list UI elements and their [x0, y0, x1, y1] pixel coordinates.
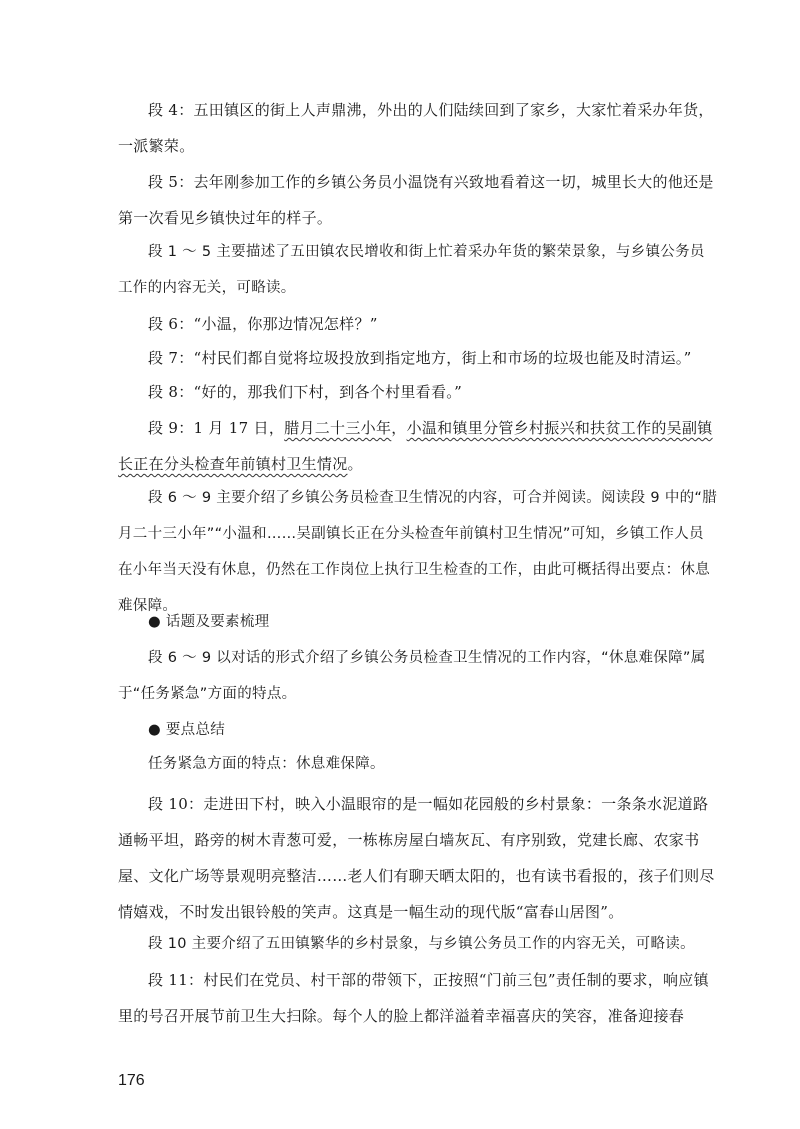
paragraph-6: 段 6：“小温，你那边情况怎样？”	[148, 315, 378, 333]
topic-elements-paragraph: 段 6 ～ 9 以对话的形式介绍了乡镇公务员检查卫生情况的工作内容，“休息难保障”属于“任务紧急”方面的特点。	[118, 650, 706, 702]
underlined-xiaonian: 腊月二十三小年	[284, 419, 392, 437]
paragraph-9-end: 。	[347, 455, 363, 473]
paragraph-10: 段 10：走进田下村，映入小温眼帘的是一幅如花园般的乡村景象：一条条水泥道路通畅平坦，路旁的树木青葱可爱，一栋栋房屋白墙灰瓦、有序别致，党建长廊、农家书屋、文化广场等景观明亮整洁……老人们有聊天晒太阳的，也有读书看报的，孩子们则尽情嬉戏，不时发出银铃般的笑声。这真是一幅生动的现代版“富春山居图”。	[118, 795, 715, 921]
analysis-paragraphs-6-9: 段 6 ～ 9 主要介绍了乡镇公务员检查卫生情况的内容，可合并阅读。阅读段 9 中的“腊月二十三小年”“小温和……吴副镇长正在分头检查年前镇村卫生情况”可知，乡镇工作人员在小年当天没有休息，仍然在工作岗位上执行卫生检查的工作，由此可概括得出要点：休息难保障。	[118, 490, 718, 614]
summary-paragraphs-1-5: 段 1 ～ 5 主要描述了五田镇农民增收和街上忙着采办年货的繁荣景象，与乡镇公务员工作的内容无关，可略读。	[118, 244, 705, 296]
heading-topic-elements: ● 话题及要素梳理	[148, 614, 270, 630]
paragraph-9-comma: ，	[391, 419, 407, 437]
summary-paragraph-10: 段 10 主要介绍了五田镇繁华的乡村景象，与乡镇公务员工作的内容无关，可略读。	[148, 936, 695, 952]
paragraph-9-prefix: 段 9：1 月 17 日，	[148, 419, 285, 437]
paragraph-8: 段 8：“好的，那我们下村，到各个村里看看。”	[148, 383, 463, 401]
heading-key-points: ● 要点总结	[148, 722, 226, 738]
paragraph-5: 段 5：去年刚参加工作的乡镇公务员小温饶有兴致地看着这一切，城里长大的他还是第一次看见乡镇快过年的样子。	[118, 173, 714, 227]
page-number: 176	[118, 1072, 145, 1089]
underlined-inspection: 小温和镇里分管乡村振兴和扶贫工作的吴副镇长正在分头检查年前镇村卫生情况	[118, 419, 713, 473]
paragraph-7: 段 7：“村民们都自觉将垃圾投放到指定地方，街上和市场的垃圾也能及时清运。”	[148, 349, 692, 367]
paragraph-4: 段 4：五田镇区的街上人声鼎沸，外出的人们陆续回到了家乡，大家忙着采办年货，一派繁荣。	[118, 101, 714, 155]
paragraph-11: 段 11：村民们在党员、村干部的带领下，正按照“门前三包”责任制的要求，响应镇里的号召开展节前卫生大扫除。每个人的脸上都洋溢着幸福喜庆的笑容，准备迎接春	[118, 971, 709, 1025]
key-points-paragraph: 任务紧急方面的特点：休息难保障。	[148, 756, 385, 772]
paragraph-9	[118, 410, 718, 482]
